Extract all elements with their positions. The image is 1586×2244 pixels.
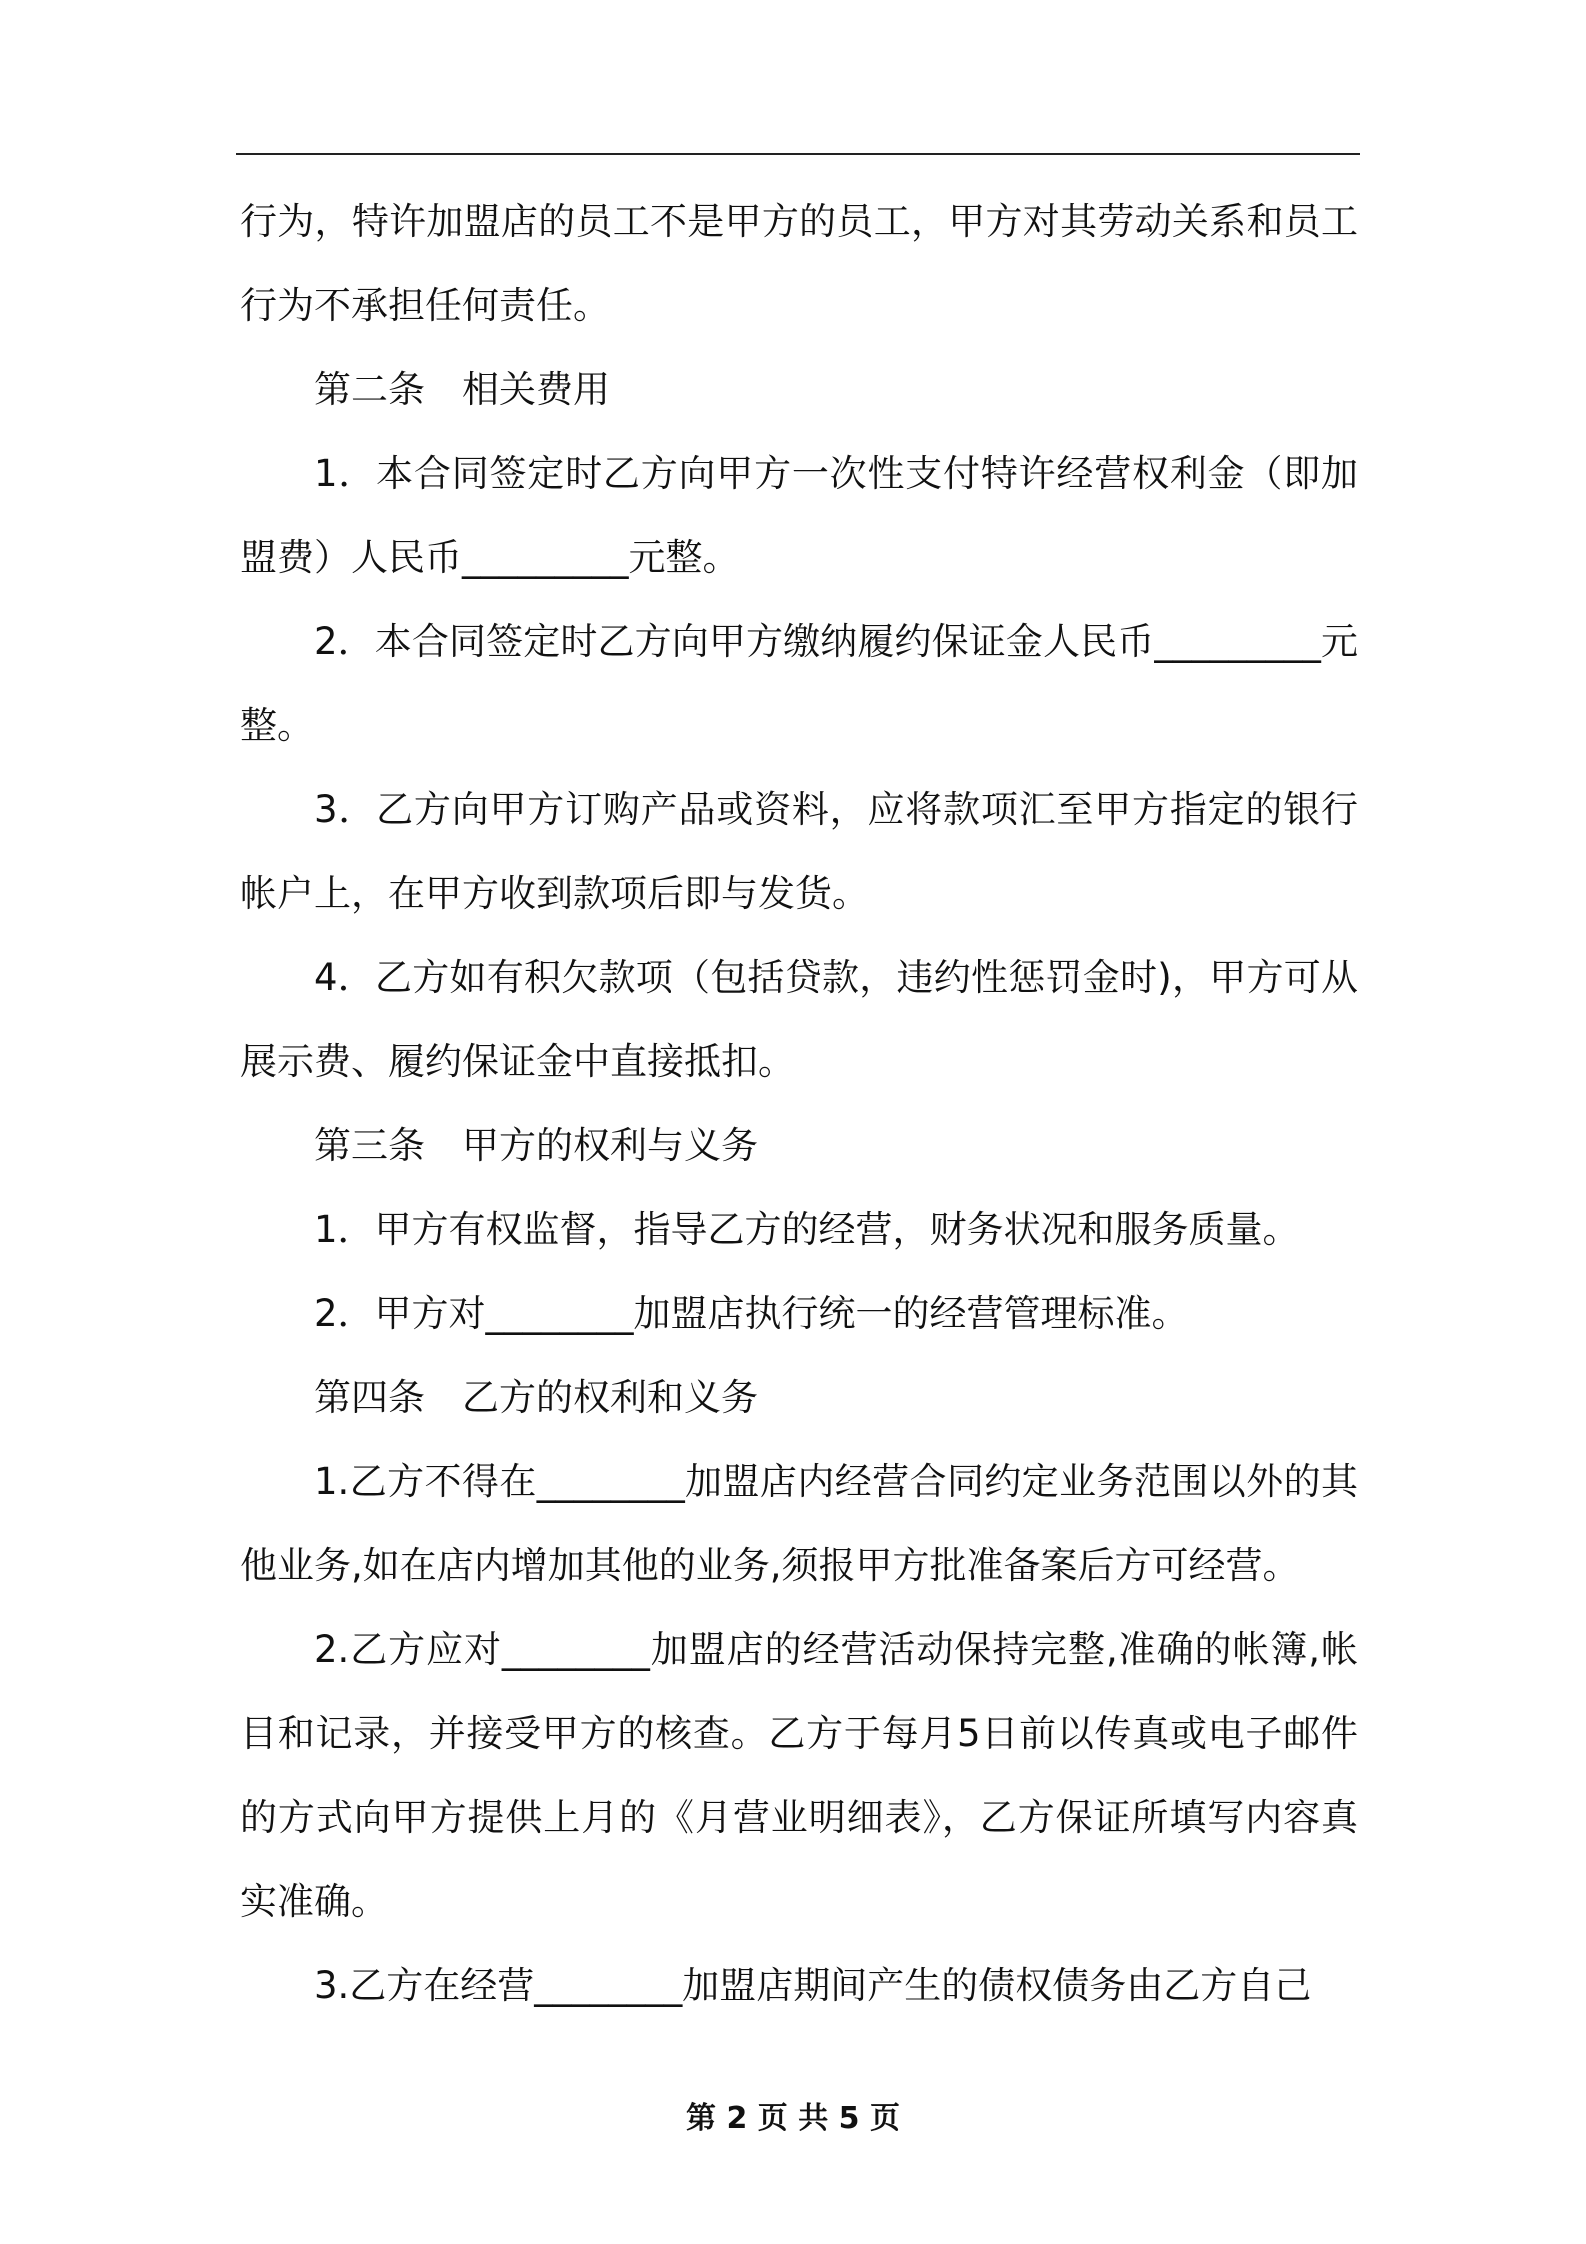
header-rule [236,153,1360,155]
paragraph-continuation: 行为，特许加盟店的员工不是甲方的员工，甲方对其劳动关系和员工行为不承担任何责任。 [240,200,1358,327]
page-number-footer: 第 2 页 共 5 页 [686,2101,900,2136]
clause-2-2: 2．本合同签定时乙方向甲方缴纳履约保证金人民币_________元整。 [240,620,1358,747]
clause-2-3: 3．乙方向甲方订购产品或资料，应将款项汇至甲方指定的银行帐户上，在甲方收到款项后即与发货。 [240,788,1358,915]
clause-4-1: 1.乙方不得在________加盟店内经营合同约定业务范围以外的其他业务,如在店内增加其他的业务,须报甲方批准备案后方可经营。 [240,1460,1358,1587]
clause-2-4: 4．乙方如有积欠款项（包括贷款，违约性惩罚金时)，甲方可从展示费、履约保证金中直接抵扣。 [240,956,1358,1083]
clause-3-2: 2．甲方对________加盟店执行统一的经营管理标准。 [314,1292,1189,1335]
clause-4-3: 3.乙方在经营________加盟店期间产生的债权债务由乙方自己 [314,1964,1312,2007]
article-heading-2: 第二条 相关费用 [314,368,610,411]
article-heading-3: 第三条 甲方的权利与义务 [314,1124,758,1167]
document-body [240,180,1358,2028]
article-heading-4: 第四条 乙方的权利和义务 [314,1376,758,1419]
clause-2-1: 1．本合同签定时乙方向甲方一次性支付特许经营权利金（即加盟费）人民币_________元整。 [240,452,1358,579]
clause-4-2: 2.乙方应对________加盟店的经营活动保持完整,准确的帐簿,帐目和记录，并接受甲方的核查。乙方于每月5日前以传真或电子邮件的方式向甲方提供上月的《月营业明细表》，乙方保证所填写内容真实准确。 [240,1628,1358,1923]
clause-3-1: 1．甲方有权监督，指导乙方的经营，财务状况和服务质量。 [314,1208,1300,1251]
